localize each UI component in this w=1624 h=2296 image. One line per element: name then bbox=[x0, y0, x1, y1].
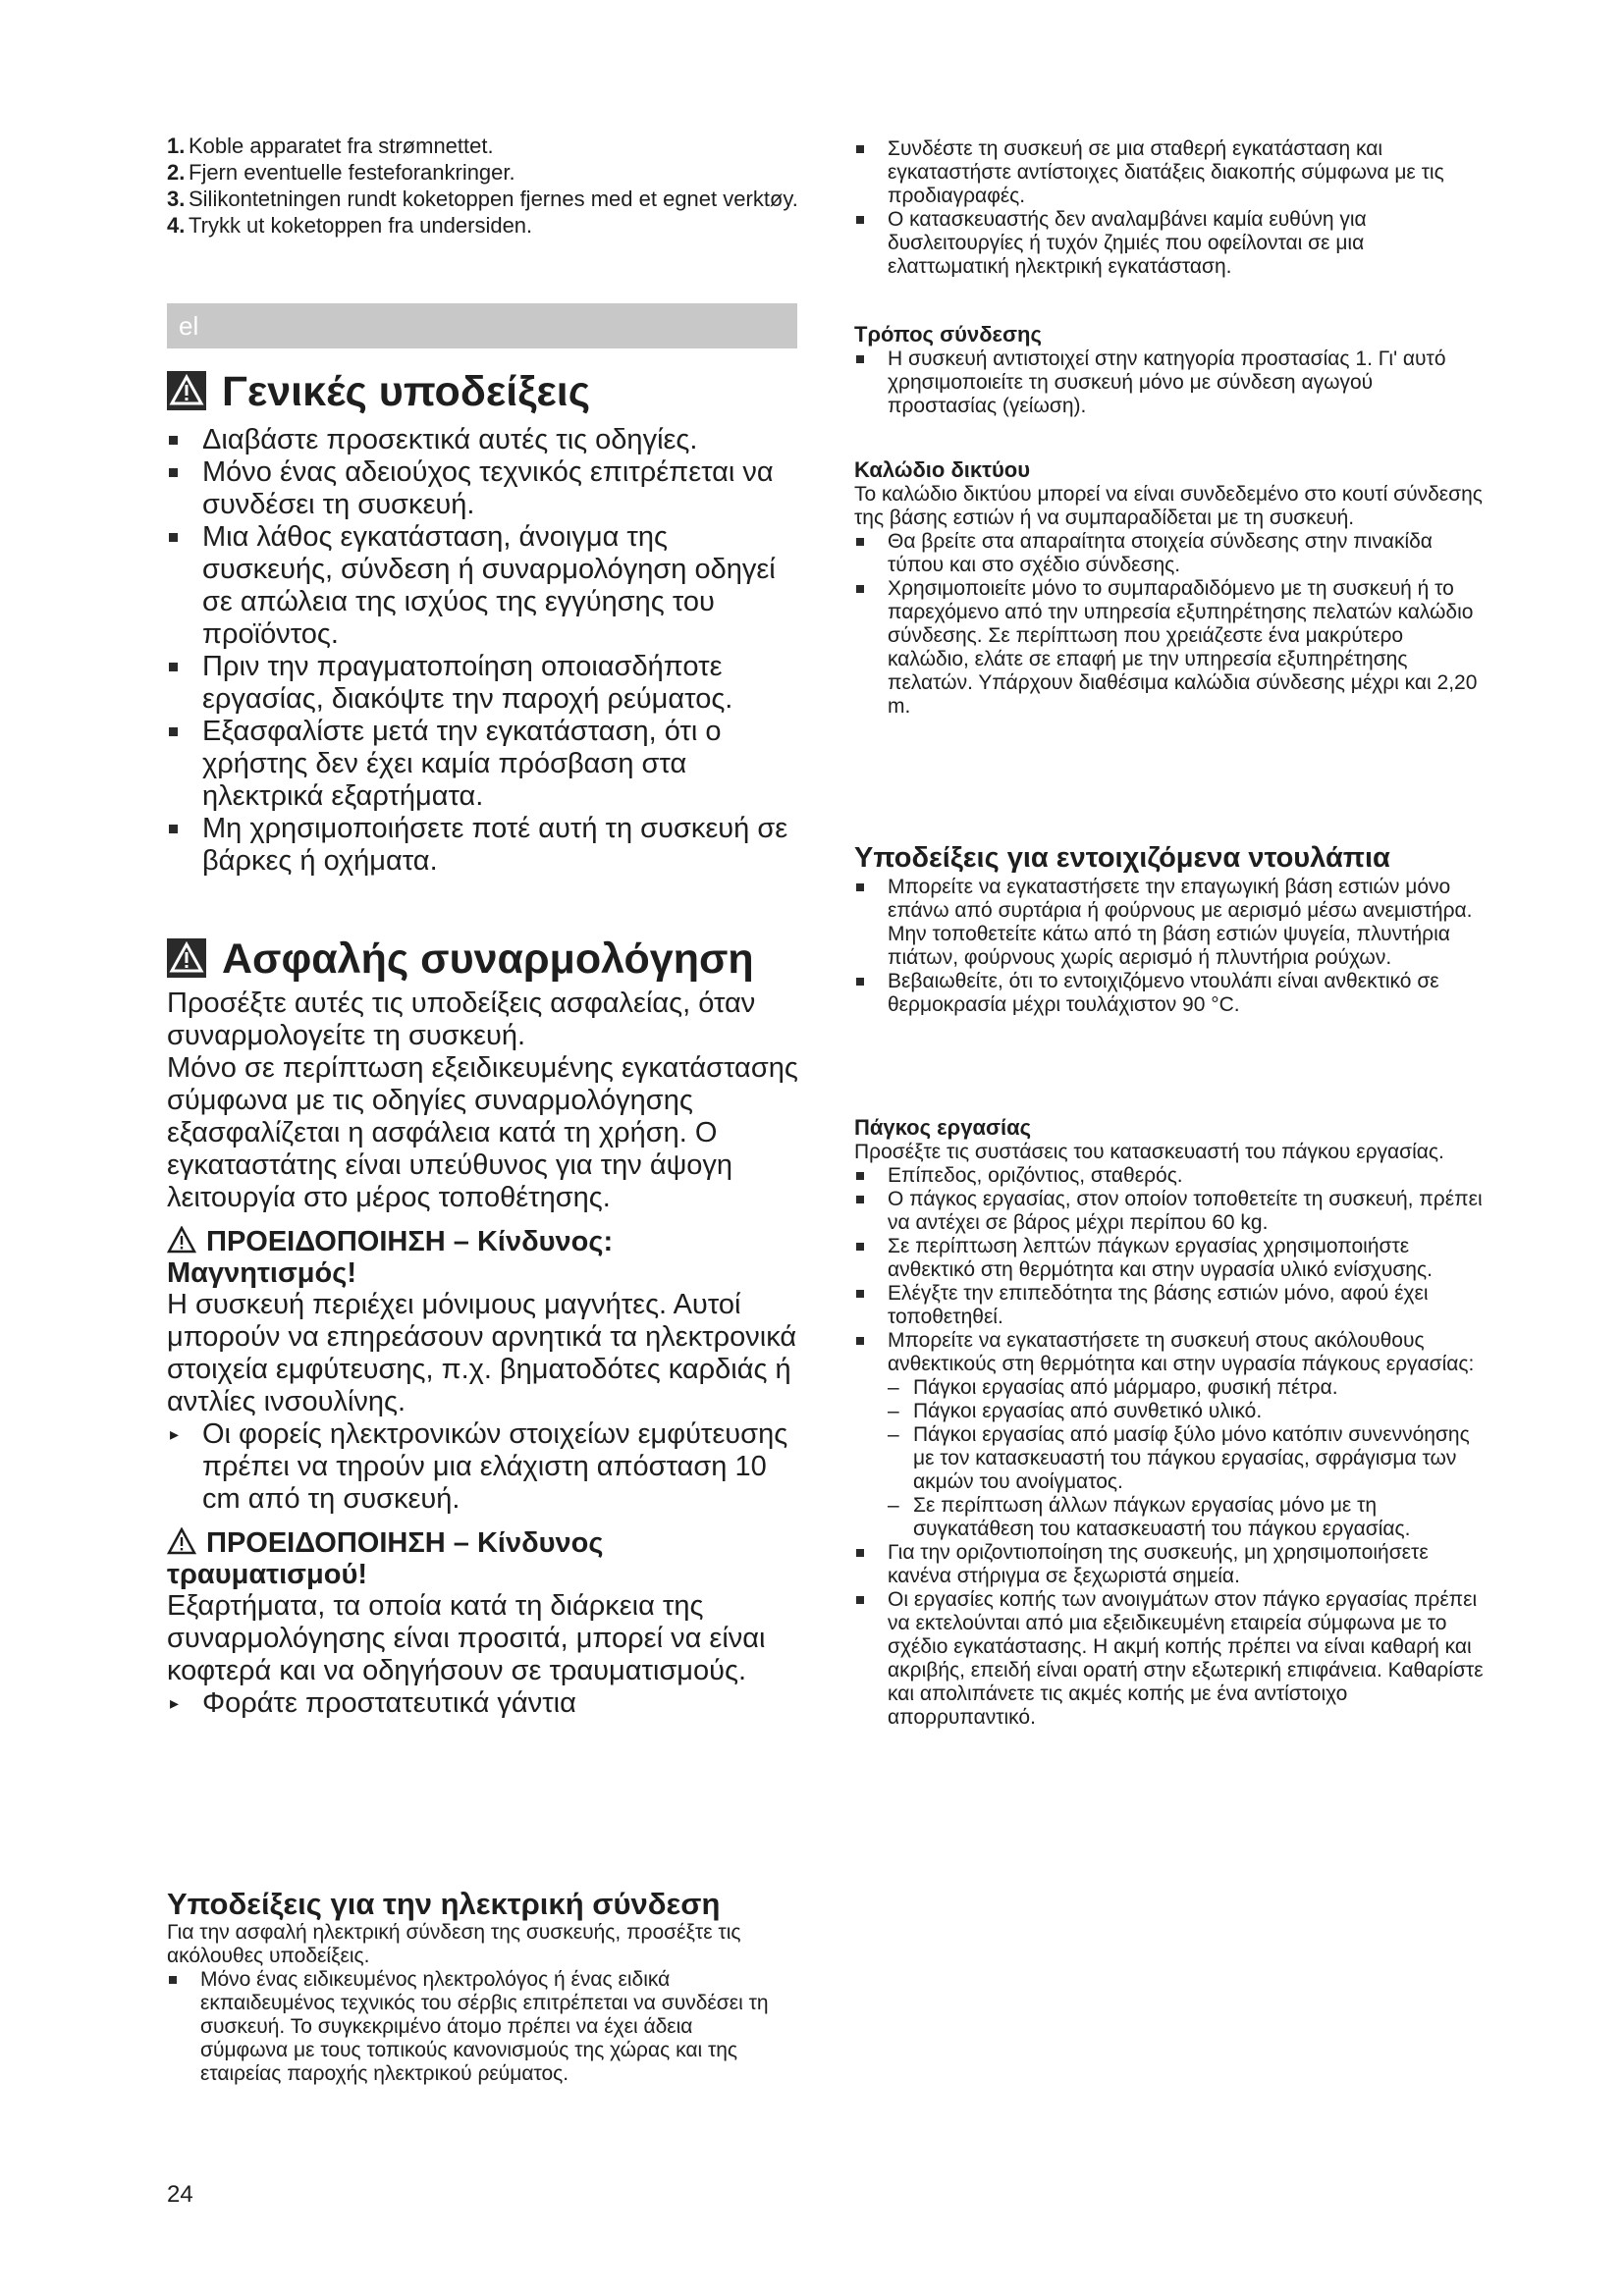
section-heading: Υποδείξεις για την ηλεκτρική σύνδεση bbox=[167, 1887, 721, 1921]
step-number: 3. bbox=[167, 187, 186, 211]
list-item: Μη χρησιμοποιήσετε ποτέ αυτή τη συσκευή σε βάρκες ή οχήματα. bbox=[167, 813, 805, 878]
list-item: Πριν την πραγματοποίηση οποιασδήποτε εργασίας, διακόψτε την παροχή ρεύματος. bbox=[167, 651, 805, 716]
step-text: Fjern eventuelle festeforankringer. bbox=[189, 160, 515, 185]
warning-triangle-icon bbox=[167, 1527, 196, 1555]
paragraph: Για την ασφαλή ηλεκτρική σύνδεση της συσκευής, προσέξτε τις ακόλουθες υποδείξεις. bbox=[167, 1921, 741, 1967]
connection-type-section bbox=[854, 322, 1488, 418]
step-text: Silikontetningen rundt koketoppen fjernes med et egnet verktøy. bbox=[189, 187, 798, 211]
general-section bbox=[167, 367, 805, 878]
step-text: Trykk ut koketoppen fra undersiden. bbox=[189, 213, 533, 238]
list-item: Εξασφαλίστε μετά την εγκατάσταση, ότι ο χρήστης δεν έχει καμία πρόσβαση στα ηλεκτρικά εξαρτήματα. bbox=[167, 716, 805, 813]
list-item: Οι εργασίες κοπής των ανοιγμάτων στον πάγκο εργασίας πρέπει να εκτελούνται από μια εξειδικευμένη εταιρεία σύμφωνα με το σχέδιο εγκατάστασης. Η ακμή κοπής πρέπει να είναι καθαρή και ακριβής, επειδή είναι ορατή στην εξωτερική επιφάνεια. Καθαρίστε και απολιπάνετε τις ακμές κοπής με ένα αντίστοιχο απορρυπαντικό. bbox=[854, 1588, 1488, 1730]
section-heading: Υποδείξεις για εντοιχιζόμενα ντουλάπια bbox=[854, 842, 1390, 874]
list-item bbox=[167, 213, 805, 238]
list-item: Χρησιμοποιείτε μόνο το συμπαραδιδόμενο με τη συσκευή ή το παρεχόμενο από την υπηρεσία εξυπηρέτησης πελατών καλώδιο σύνδεσης. Σε περίπτωση που χρειάζεστε ένα μακρύτερο καλώδιο, ελάτε σε επαφή με την υπηρεσία εξυπηρέτησης πελατών. Υπάρχουν διαθέσιμα καλώδια σύνδεσης μέχρι και 2,20 m. bbox=[854, 577, 1488, 719]
action-item: ▸ Οι φορείς ηλεκτρονικών στοιχείων εμφύτευσης πρέπει να τηρούν μια ελάχιστη απόσταση 10 cm από τη συσκευή. bbox=[167, 1418, 805, 1516]
worktop-section bbox=[854, 1115, 1488, 1730]
list-item: Μπορείτε να εγκαταστήσετε την επαγωγική βάση εστιών μόνο επάνω από συρτάρια ή φούρνους με αερισμό μέσω ανεμιστήρα. Μην τοποθετείτε κάτω από τη βάση εστιών ψυγεία, πλυντήρια πιάτων, φούρνους χωρίς αερισμό ή πλυντήρια ρούχων. bbox=[854, 876, 1488, 970]
built-in-section bbox=[854, 841, 1488, 1017]
general-title: Γενικές υποδείξεις bbox=[222, 368, 591, 415]
paragraph: Μόνο σε περίπτωση εξειδικευμένης εγκατάστασης σύμφωνα με τις οδηγίες συναρμολόγησης εξασφαλίζεται η ασφάλεια κατά τη χρήση. Ο εγκαταστάτης είναι υπεύθυνος για την άψογη λειτουργία στο μέρος τοποθέτησης. bbox=[167, 1052, 798, 1213]
page-number: 24 bbox=[167, 2181, 193, 2208]
list-item: Ελέγξτε την επιπεδότητα της βάσης εστιών μόνο, αφού έχει τοποθετηθεί. bbox=[854, 1282, 1488, 1329]
list-item: Μόνο ένας ειδικευμένος ηλεκτρολόγος ή ένας ειδικά εκπαιδευμένος τεχνικός του σέρβις επιτρέπεται να συνδέσει τη συσκευή. Το συγκεκριμένο άτομο πρέπει να έχει άδεια σύμφωνα με τους τοπικούς κανονισμούς της χώρας και της εταιρείας παροχής ηλεκτρικού ρεύματος. bbox=[167, 1968, 776, 2086]
paragraph: Το καλώδιο δικτύου μπορεί να είναι συνδεδεμένο στο κουτί σύνδεσης της βάσης εστιών ή να συμπαραδίδεται με τη συσκευή. bbox=[854, 483, 1483, 529]
step-number: 4. bbox=[167, 213, 186, 238]
list-item: Θα βρείτε στα απαραίτητα στοιχεία σύνδεσης στην πινακίδα τύπου και στο σχέδιο σύνδεσης. bbox=[854, 530, 1488, 577]
paragraph: Εξαρτήματα, τα οποία κατά τη διάρκεια της συναρμολόγησης είναι προσιτά, μπορεί να είναι κοφτερά και να οδηγήσουν σε τραυματισμούς. bbox=[167, 1590, 766, 1686]
step-number: 2. bbox=[167, 160, 186, 185]
list-item: Διαβάστε προσεκτικά αυτές τις οδηγίες. bbox=[167, 424, 805, 456]
paragraph: Η συσκευή περιέχει μόνιμους μαγνήτες. Αυτοί μπορούν να επηρεάσουν αρνητικά τα ηλεκτρονικά στοιχεία εμφύτευσης, π.χ. βηματοδότες καρδιάς ή αντλίες ινσουλίνης. bbox=[167, 1289, 797, 1417]
warning-box-icon bbox=[167, 371, 206, 410]
sub-list-item: – Σε περίπτωση άλλων πάγκων εργασίας μόνο με τη συγκατάθεση του κατασκευαστή του πάγκου εργασίας. bbox=[888, 1494, 1488, 1541]
mains-cable-section bbox=[854, 457, 1488, 719]
worktop-sublist bbox=[888, 1376, 1488, 1541]
list-item: Ο κατασκευαστής δεν αναλαμβάνει καμία ευθύνη για δυσλειτουργίες ή τυχόν ζημιές που οφείλονται σε μια ελαττωματική ηλεκτρική εγκατάσταση. bbox=[854, 208, 1488, 279]
warning-triangle-icon bbox=[167, 1226, 196, 1254]
warning-title: ΠΡΟΕΙΔΟΠΟΙΗΣΗ – Κίνδυνος τραυματισμού! bbox=[167, 1527, 604, 1590]
action-item: ▸ Φοράτε προστατευτικά γάντια bbox=[167, 1687, 805, 1720]
section-heading bbox=[167, 934, 805, 984]
paragraph: Προσέξτε αυτές τις υποδείξεις ασφαλείας, όταν συναρμολογείτε τη συσκευή. bbox=[167, 988, 756, 1051]
section-heading bbox=[167, 367, 805, 416]
electrical-section bbox=[167, 1887, 776, 2086]
sub-list-item: – Πάγκοι εργασίας από μάρμαρο, φυσική πέτρα. bbox=[888, 1376, 1488, 1400]
general-list bbox=[167, 424, 805, 878]
warning-title: ΠΡΟΕΙΔΟΠΟΙΗΣΗ – Κίνδυνος: Μαγνητισμός! bbox=[167, 1226, 614, 1289]
sub-list-item: – Πάγκοι εργασίας από συνθετικό υλικό. bbox=[888, 1400, 1488, 1423]
section-heading: Τρόπος σύνδεσης bbox=[854, 322, 1042, 347]
list-item: Μια λάθος εγκατάσταση, άνοιγμα της συσκευής, σύνδεση ή συναρμολόγηση οδηγεί σε απώλεια της ισχύος της εγγύησης του προϊόντος. bbox=[167, 521, 805, 651]
safe-assembly-section bbox=[167, 934, 805, 1720]
list-item bbox=[167, 187, 805, 211]
paragraph: Προσέξτε τις συστάσεις του κατασκευαστή του πάγκου εργασίας. bbox=[854, 1141, 1444, 1163]
list-item: Η συσκευή αντιστοιχεί στην κατηγορία προστασίας 1. Γι' αυτό χρησιμοποιείτε τη συσκευή μόνο με σύνδεση αγωγού προστασίας (γείωση). bbox=[854, 347, 1488, 418]
list-item: Μπορείτε να εγκαταστήσετε τη συσκευή στους ακόλουθους ανθεκτικούς στη θερμότητα και στην υγρασία πάγκους εργασίας: bbox=[854, 1329, 1488, 1376]
list-item: Ο πάγκος εργασίας, στον οποίον τοποθετείτε τη συσκευή, πρέπει να αντέχει σε βάρος μέχρι περίπου 60 kg. bbox=[854, 1188, 1488, 1235]
norwegian-steps-list bbox=[167, 133, 805, 240]
electrical-continued bbox=[854, 137, 1488, 279]
list-item: Βεβαιωθείτε, ότι το εντοιχιζόμενο ντουλάπι είναι ανθεκτικό σε θερμοκρασία μέχρι τουλάχιστον 90 °C. bbox=[854, 970, 1488, 1017]
step-number: 1. bbox=[167, 133, 186, 158]
list-item: Για την οριζοντιοποίηση της συσκευής, μη χρησιμοποιήσετε κανένα στήριγμα σε ξεχωριστά σημεία. bbox=[854, 1541, 1488, 1588]
list-item: Συνδέστε τη συσκευή σε μια σταθερή εγκατάσταση και εγκαταστήστε αντίστοιχες διατάξεις διακοπής σύμφωνα με τις προδιαγραφές. bbox=[854, 137, 1488, 208]
safe-assembly-title: Ασφαλής συναρμολόγηση bbox=[222, 935, 754, 983]
warning-heading bbox=[167, 1226, 805, 1289]
list-item: Σε περίπτωση λεπτών πάγκων εργασίας χρησιμοποιήστε ανθεκτικό στη θερμότητα και στην υγρασία υλικό ενίσχυσης. bbox=[854, 1235, 1488, 1282]
step-text: Koble apparatet fra strømnettet. bbox=[189, 133, 494, 158]
section-heading: Πάγκος εργασίας bbox=[854, 1115, 1032, 1140]
sub-list-item: – Πάγκοι εργασίας από μασίφ ξύλο μόνο κατόπιν συνεννόησης με τον κατασκευαστή του πάγκου εργασίας, σφράγισμα των ακμών του ανοίγματος. bbox=[888, 1423, 1488, 1494]
list-item: Επίπεδος, οριζόντιος, σταθερός. bbox=[854, 1164, 1488, 1188]
section-heading: Καλώδιο δικτύου bbox=[854, 457, 1031, 482]
language-bar bbox=[167, 303, 797, 348]
list-item: Μόνο ένας αδειούχος τεχνικός επιτρέπεται να συνδέσει τη συσκευή. bbox=[167, 456, 805, 521]
language-tag: el bbox=[179, 311, 199, 341]
list-item bbox=[167, 133, 805, 158]
list-item bbox=[167, 160, 805, 185]
warning-heading bbox=[167, 1527, 805, 1590]
warning-box-icon bbox=[167, 938, 206, 978]
